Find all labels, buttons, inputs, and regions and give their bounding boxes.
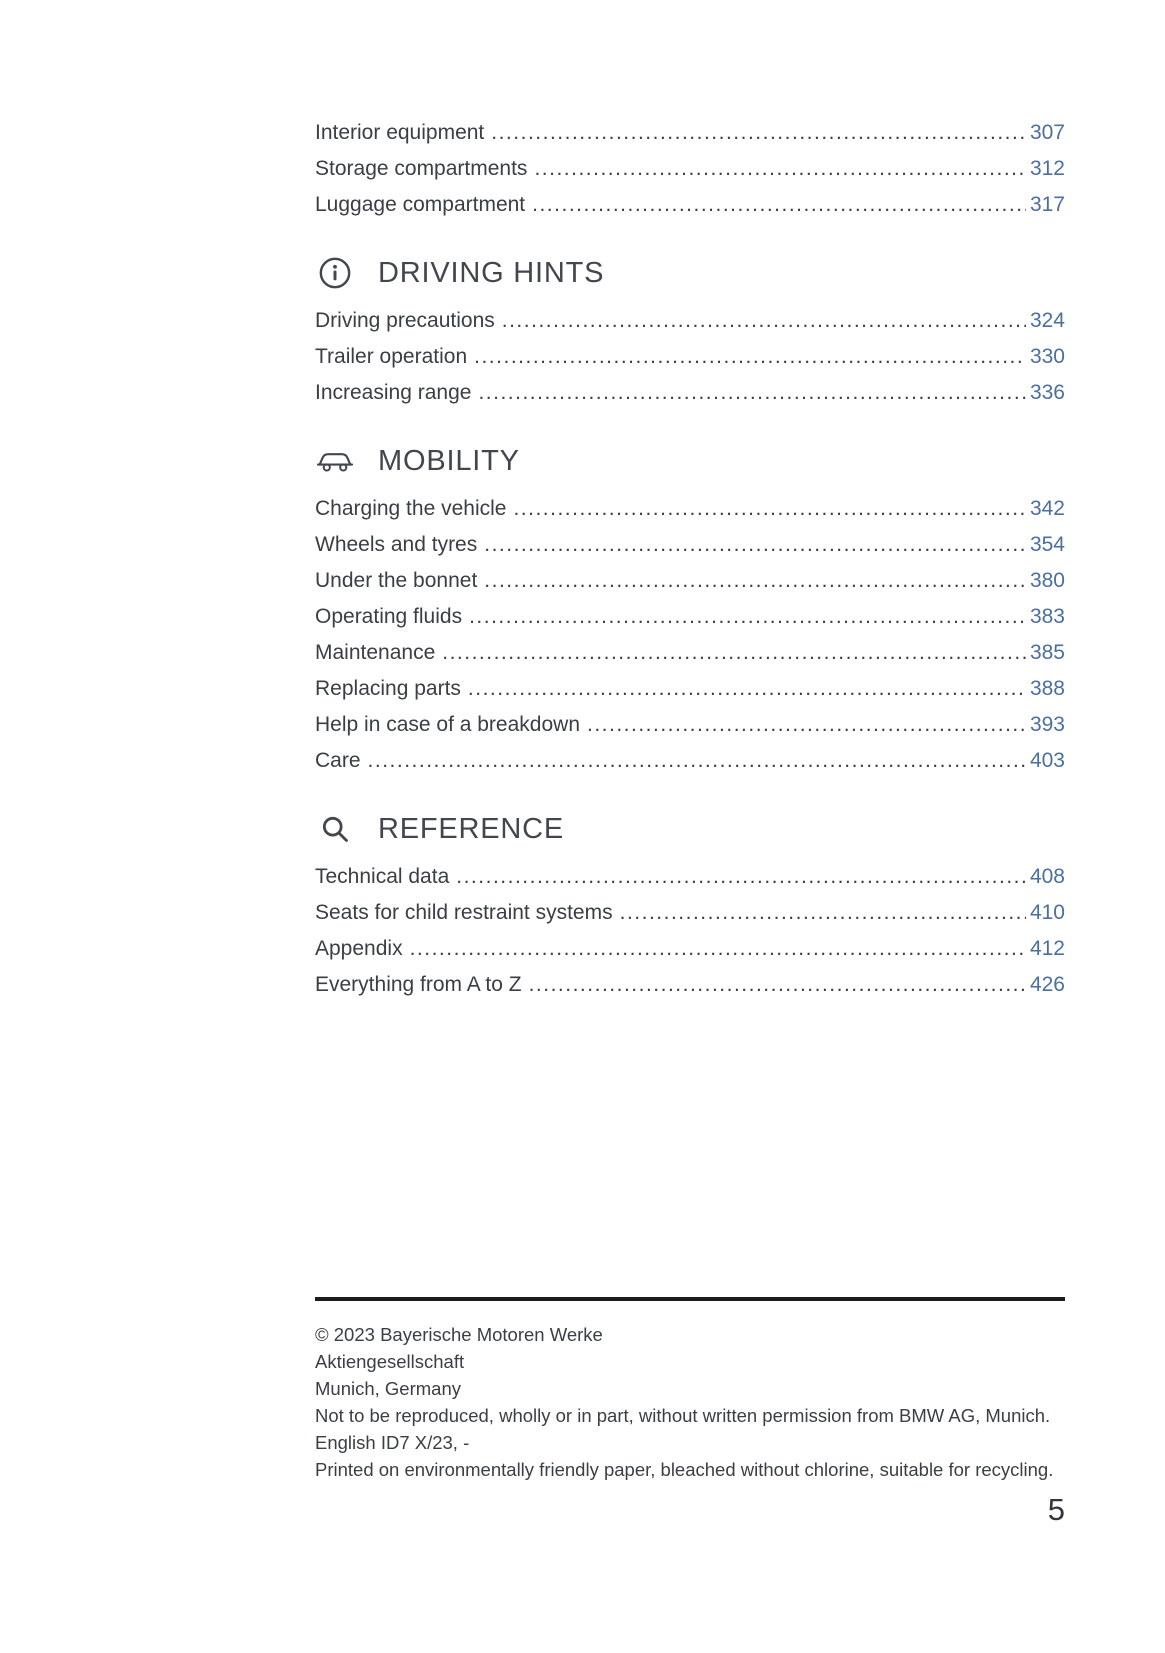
dot-leader <box>513 491 1026 527</box>
imprint-location: Munich, Germany <box>315 1378 461 1399</box>
toc-entry-page: 408 <box>1029 865 1065 888</box>
dot-leader <box>484 563 1026 599</box>
dot-leader <box>587 707 1026 743</box>
toc-entry-label: Help in case of a breakdown <box>315 713 580 736</box>
dot-leader <box>468 671 1026 707</box>
toc-entry <box>315 187 1065 223</box>
toc-entry-page: 336 <box>1029 381 1065 404</box>
toc-entry-page: 403 <box>1029 749 1065 772</box>
toc-entry <box>315 599 1065 635</box>
toc-entry-label: Appendix <box>315 937 403 960</box>
section-title: MOBILITY <box>378 444 520 477</box>
section-title: REFERENCE <box>378 812 565 845</box>
toc-entry <box>315 859 1065 895</box>
toc-section-reference <box>315 809 1065 1003</box>
section-heading-mobility <box>315 441 1065 481</box>
toc-entry-page: 385 <box>1029 641 1065 664</box>
toc-entry-label: Under the bonnet <box>315 569 478 592</box>
toc-entry-label: Increasing range <box>315 381 472 404</box>
dot-leader <box>484 527 1026 563</box>
toc-section-mobility <box>315 441 1065 779</box>
toc-entry <box>315 491 1065 527</box>
toc-entry-page: 380 <box>1029 569 1065 592</box>
dot-leader <box>534 151 1026 187</box>
toc-entry-label: Care <box>315 749 361 772</box>
toc-entry <box>315 931 1065 967</box>
toc-entry-label: Storage compartments <box>315 157 528 180</box>
toc-entry <box>315 563 1065 599</box>
imprint-edition: English ID7 X/23, - <box>315 1432 470 1453</box>
toc-entry-page: 388 <box>1029 677 1065 700</box>
toc-entry-page: 354 <box>1029 533 1065 556</box>
toc-entry-page: 330 <box>1029 345 1065 368</box>
toc-entry-label: Replacing parts <box>315 677 461 700</box>
info-icon <box>315 256 355 290</box>
toc-entry <box>315 375 1065 411</box>
toc-entry-label: Interior equipment <box>315 121 485 144</box>
toc-entry-label: Everything from A to Z <box>315 973 522 996</box>
section-title: DRIVING HINTS <box>378 256 605 289</box>
toc-entry-label: Technical data <box>315 865 450 888</box>
toc-entry-label: Trailer operation <box>315 345 468 368</box>
dot-leader <box>529 967 1026 1003</box>
toc-entry <box>315 967 1065 1003</box>
search-icon <box>315 813 355 845</box>
toc-entry-page: 317 <box>1029 193 1065 216</box>
toc-section-driving-hints <box>315 253 1065 411</box>
imprint-company: Aktiengesellschaft <box>315 1351 465 1372</box>
toc-section-continued <box>315 115 1065 223</box>
imprint-copyright: © 2023 Bayerische Motoren Werke <box>315 1324 603 1345</box>
toc-entry-page: 324 <box>1029 309 1065 332</box>
toc-entry <box>315 527 1065 563</box>
dot-leader <box>410 931 1026 967</box>
toc-entry-label: Maintenance <box>315 641 436 664</box>
toc-entry-page: 342 <box>1029 497 1065 520</box>
toc-entry-page: 383 <box>1029 605 1065 628</box>
table-of-contents <box>315 115 1065 1003</box>
toc-entry-page: 393 <box>1029 713 1065 736</box>
dot-leader <box>456 859 1026 895</box>
dot-leader <box>469 599 1026 635</box>
imprint <box>315 1297 1065 1483</box>
toc-entry <box>315 303 1065 339</box>
dot-leader <box>474 339 1026 375</box>
page-number: 5 <box>1047 1492 1065 1527</box>
toc-entry <box>315 151 1065 187</box>
toc-entry-label: Wheels and tyres <box>315 533 478 556</box>
toc-entry <box>315 743 1065 779</box>
car-icon <box>315 448 355 474</box>
toc-entry-page: 412 <box>1029 937 1065 960</box>
imprint-paper: Printed on environmentally friendly paper, bleached without chlorine, suitable for recycling. <box>315 1459 1054 1480</box>
dot-leader <box>491 115 1026 151</box>
dot-leader <box>442 635 1026 671</box>
toc-entry-page: 426 <box>1029 973 1065 996</box>
toc-entry <box>315 707 1065 743</box>
section-heading-driving-hints <box>315 253 1065 293</box>
toc-entry-label: Driving precautions <box>315 309 495 332</box>
toc-entry-label: Luggage compartment <box>315 193 526 216</box>
toc-entry <box>315 895 1065 931</box>
toc-entry-page: 410 <box>1029 901 1065 924</box>
toc-entry <box>315 635 1065 671</box>
dot-leader <box>502 303 1026 339</box>
toc-entry <box>315 339 1065 375</box>
toc-entry-page: 307 <box>1029 121 1065 144</box>
dot-leader <box>368 743 1026 779</box>
dot-leader <box>478 375 1026 411</box>
toc-entry <box>315 115 1065 151</box>
toc-entry-label: Charging the vehicle <box>315 497 507 520</box>
imprint-permission: Not to be reproduced, wholly or in part, without written permission from BMW AG, Munich. <box>315 1405 1051 1426</box>
toc-entry <box>315 671 1065 707</box>
toc-entry-label: Seats for child restraint systems <box>315 901 613 924</box>
toc-entry-page: 312 <box>1029 157 1065 180</box>
toc-entry-label: Operating fluids <box>315 605 463 628</box>
section-heading-reference <box>315 809 1065 849</box>
divider-rule <box>315 1297 1065 1301</box>
dot-leader <box>620 895 1026 931</box>
dot-leader <box>532 187 1026 223</box>
